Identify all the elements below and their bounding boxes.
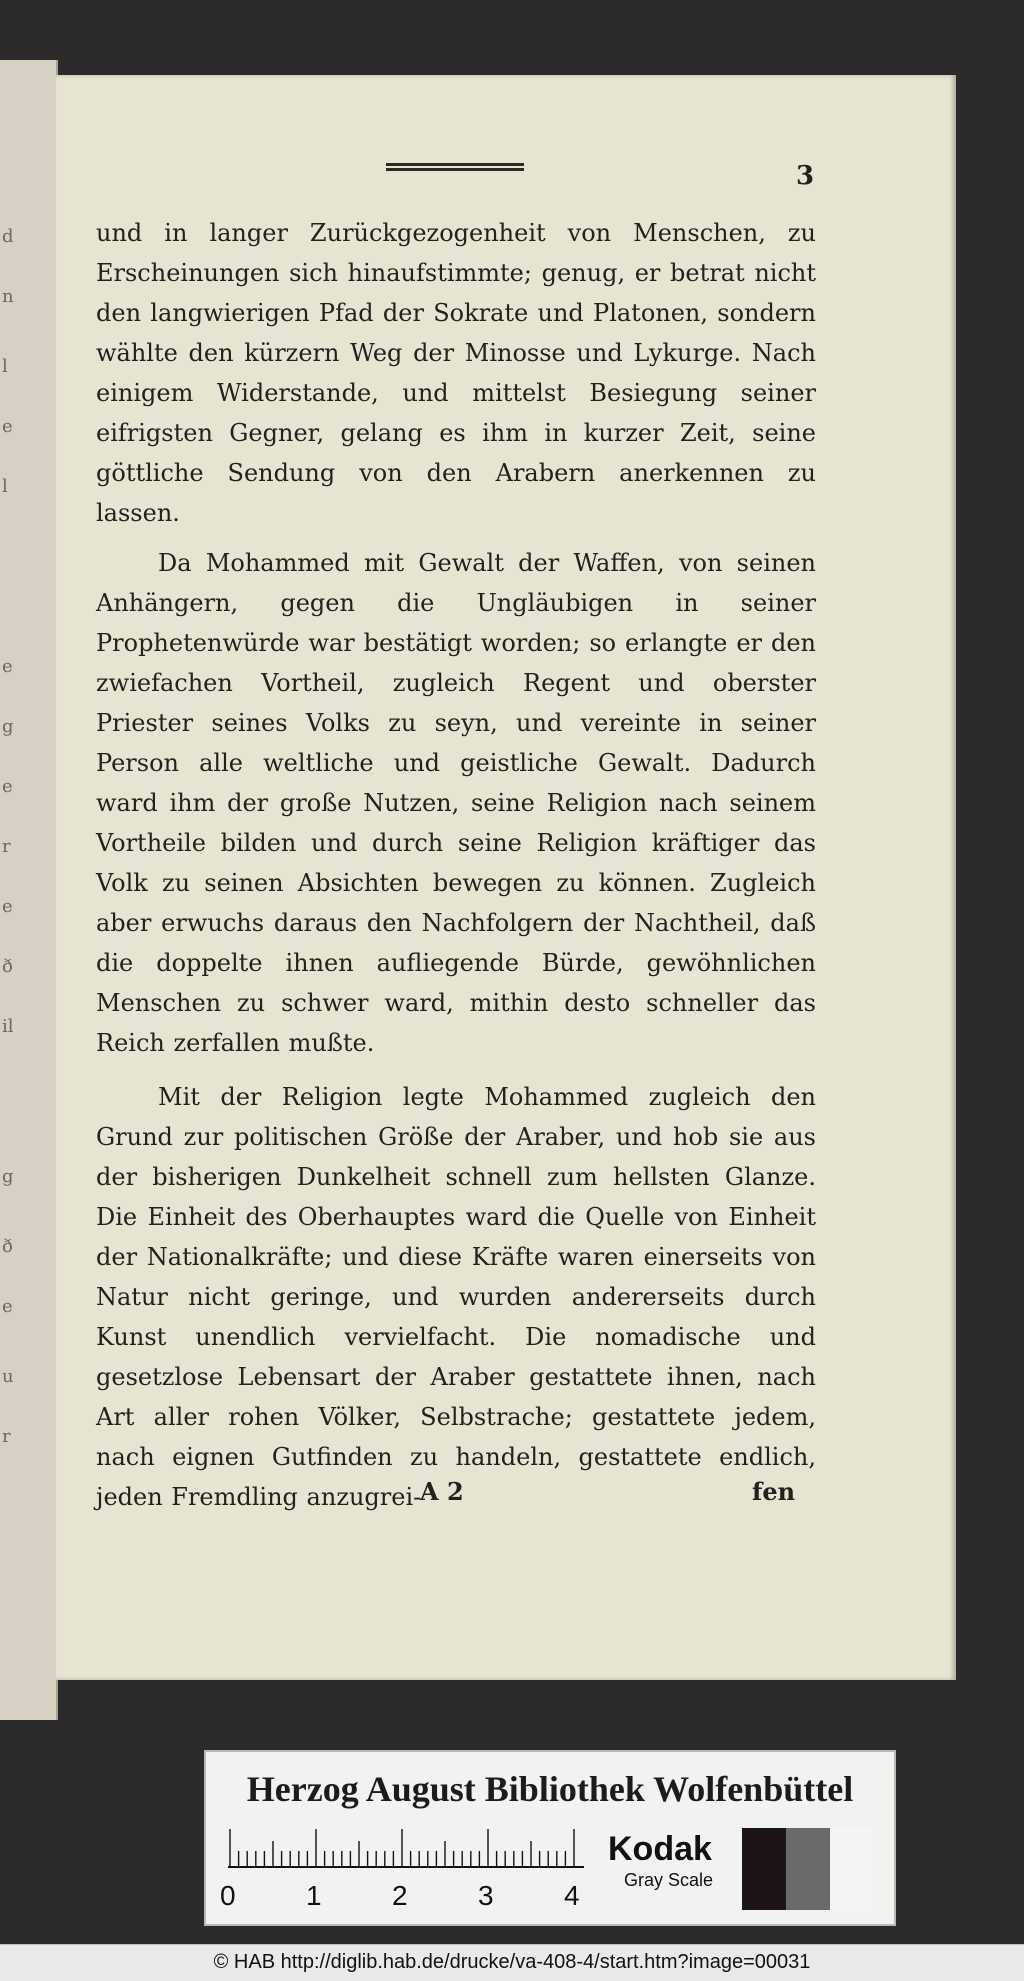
ruler-labels <box>220 1880 600 1912</box>
kodak-logo: Kodak <box>608 1830 712 1868</box>
ruler-label-1: 1 <box>306 1880 322 1911</box>
page-number: 3 <box>796 161 815 191</box>
footer-bar <box>0 1944 1024 1981</box>
swatch-black <box>742 1828 786 1910</box>
swatch-white <box>830 1828 874 1910</box>
ruler-label-2: 2 <box>392 1880 408 1911</box>
paragraph-1: und in langer Zurückgezogenheit von Menschen, zu Erscheinungen sich hinaufstimmte; genug, er betrat nicht den langwierigen Pfad der Sokrate und Platonen, sondern wählte den kürzern Weg der Minosse und Lykurge. Nach einigem Widerstande, und mittelst Besiegung seiner eifrigsten Gegner, gelang es ihm in kurzer Zeit, seine göttliche Sendung von den Arabern anerkennen zu lassen. <box>96 219 816 527</box>
footer-credit: © HAB http://diglib.hab.de/drucke/va-408-4/start.htm?image=00031 <box>213 1951 811 1973</box>
paragraph-3: Mit der Religion legte Mohammed zugleich den Grund zur politischen Größe der Araber, und hob sie aus der bisherigen Dunkelheit schnell zum hellsten Glanze. Die Einheit des Oberhauptes ward die Quelle von Einheit der Nationalkräfte; und diese Kräfte waren einerseits von Natur nicht geringe, und wurden andererseits durch Kunst unendlich vervielfacht. Die nomadische und gesetzlose Lebensart der Araber gestattete ihnen, nach Art aller rohen Völker, Selbstrache; gestattete jedem, nach eignen Gutfinden zu handeln, gestattete endlich, jeden Fremdling anzugrei- <box>96 1083 816 1511</box>
header-rule <box>386 163 524 171</box>
gray-scale-label: Gray Scale <box>624 1870 714 1890</box>
scale-ruler <box>228 1828 584 1868</box>
book-page <box>56 75 956 1680</box>
ruler-label-4: 4 <box>564 1880 580 1911</box>
facing-page-edge: d n l e l e g e r e ð il g ð e u r <box>0 60 58 1720</box>
paragraph-2: Da Mohammed mit Gewalt der Waffen, von seinen Anhängern, gegen die Ungläubigen in seiner Prophetenwürde war bestätigt worden; so erlangte er den zwiefachen Vortheil, zugleich Regent und oberster Priester seines Volks zu seyn, und vereinte in seiner Person alle weltliche und geistliche Gewalt. Dadurch ward ihm der große Nutzen, seine Religion nach seinem Vortheile bilden und durch seine Religion kräftiger das Volk zu seinen Absichten bewegen zu können. Zugleich aber erwuchs daraus den Nachfolgern der Nachtheil, daß die doppelte ihnen aufliegende Bürde, gewöhnlichen Menschen zu schwer ward, mithin desto schneller das Reich zerfallen mußte. <box>96 549 816 1057</box>
catchword: fen <box>752 1477 796 1506</box>
color-reference-card <box>204 1750 896 1926</box>
library-name: Herzog August Bibliothek Wolfenbüttel <box>246 1769 854 1809</box>
ruler-label-0: 0 <box>220 1880 236 1911</box>
ruler-label-3: 3 <box>478 1880 494 1911</box>
signature-mark: A 2 <box>420 1477 464 1506</box>
swatch-gray <box>786 1828 830 1910</box>
